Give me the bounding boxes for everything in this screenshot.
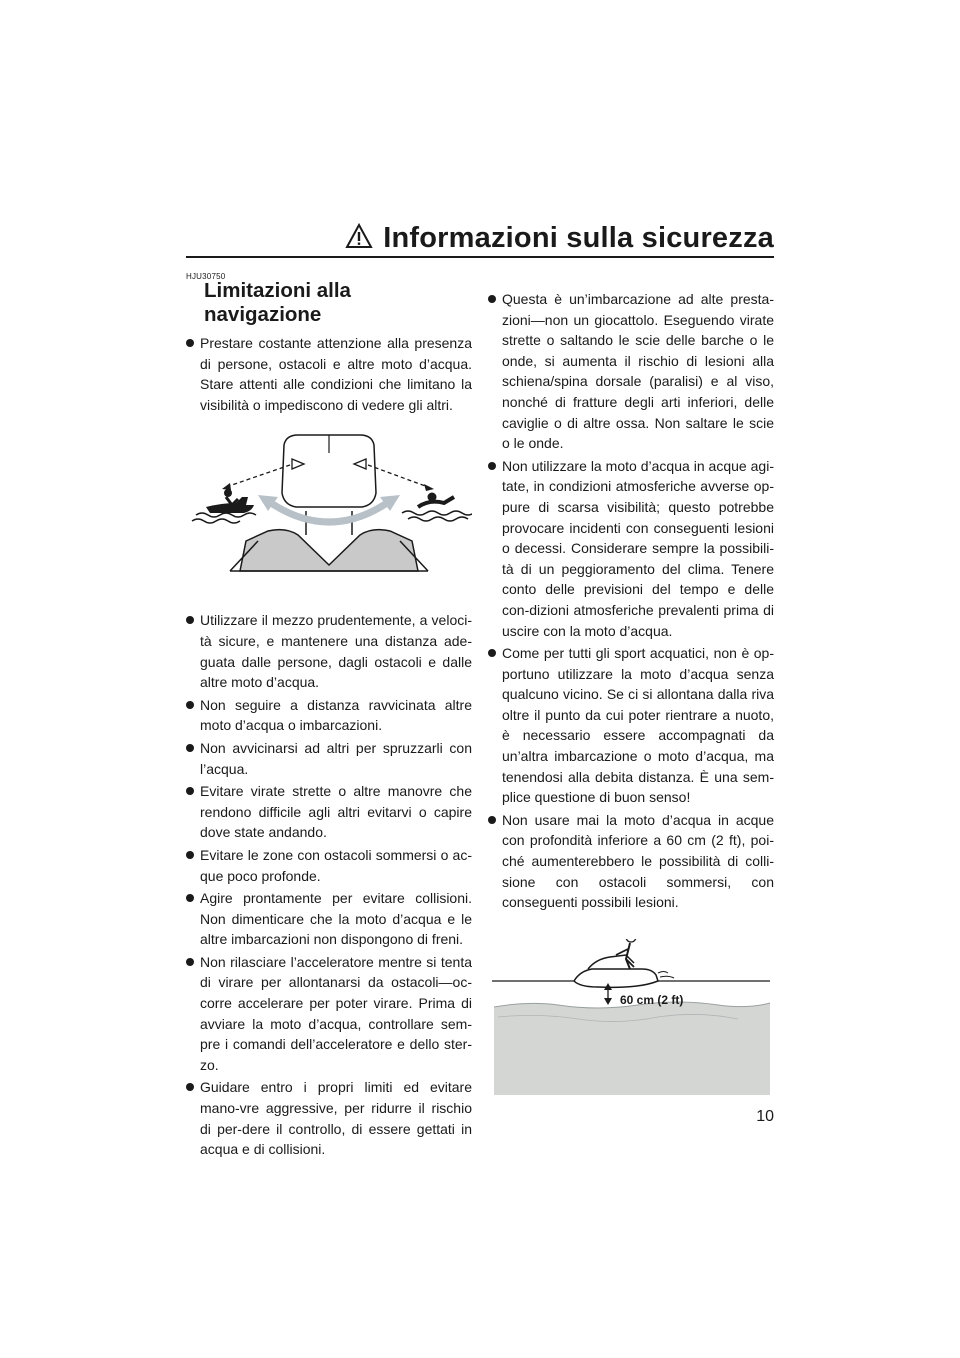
list-item: Evitare le zone con ostacoli sommersi o ac-que poco profonde. [186,845,472,886]
depth-label: 60 cm (2 ft) [620,992,684,1007]
list-item: Non usare mai la moto d’acqua in acque con profondità inferiore a 60 cm (2 ft), poi-ché aumenterebbero le possibilità di colli-sione con ostacoli sommersi, con conseguenti possibili lesioni. [488,810,774,913]
section-code: HJU30750 [186,272,226,281]
list-item: Prestare costante attenzione alla presenza di persone, ostacoli e altre moto d’acqua. Stare attenti alle condizioni che limitano la visibilità o impediscono di vedere gli altri. [186,333,472,415]
list-item: Non seguire a distanza ravvicinata altre moto d’acqua o imbarcazioni. [186,695,472,736]
warning-triangle-icon [345,223,373,254]
list-item: Agire prontamente per evitare collisioni. Non dimenticare che la moto d’acqua e le altre imbarcazioni non dispongono di freni. [186,888,472,950]
list-item: Utilizzare il mezzo prudentemente, a veloci-tà sicure, e mantenere una distanza ade-guata dalle persone, dagli ostacoli e dalle altre moto d’acqua. [186,610,472,692]
list-item: Non utilizzare la moto d’acqua in acque agi-tate, in condizioni atmosferiche avverse op-pure di scarsa visibilità; questo potrebbe provocare incidenti con conseguenti lesioni o decessi. Considerare sempre la possibili-tà di un peggioramento del clima. Tenere conto delle previsioni del tempo e delle con-dizioni atmosferiche prevalenti prima di uscire con la moto d’acqua. [488,456,774,641]
bullet-list-right [488,289,774,913]
left-column [186,272,472,1162]
list-item: Evitare virate strette o altre manovre che rendono difficile agli altri evitarvi o capire dove state andando. [186,781,472,843]
list-item: Non rilasciare l’acceleratore mentre si tenta di virare per allontanarsi da ostacoli—oc-corre accelerare per poter virare. Prima di avviare la moto d’acqua, controllare sem-pre i comandi dell’acceleratore e dello ster-zo. [186,952,472,1076]
bullet-list-bottom [186,610,472,1159]
page-header-title: Informazioni sulla sicurezza [383,222,774,254]
bullet-list-top [186,333,472,415]
list-item: Guidare entro i propri limiti ed evitare mano-vre aggressive, per ridurre il rischio di per-dere il controllo, di essere gettati in acqua e di collisioni. [186,1077,472,1159]
page-number: 10 [756,1108,774,1125]
depth-illustration [488,915,774,1104]
page-header [186,222,774,255]
section-title: Limitazioni alla navigazione [204,279,351,326]
list-item: Questa è un’imbarcazione ad alte presta-zioni—non un giocattolo. Eseguendo virate strette o saltando le scie delle barche o le onde, si aumenta il rischio di lesioni alla schiena/spina dorsale (paralisi) e al viso, nonché di fratture degli arti inferiori, delle caviglie o di altre ossa. Non saltare le scie o le onde. [488,289,774,454]
list-item: Come per tutti gli sport acquatici, non è op-portuno utilizzare la moto d’acqua senza qualcuno vicino. Se ci si allontana dalla riva oltre il punto da cui poter rientrare a nuoto, è necessario essere accompagnati da un’altra imbarcazione o moto d’acqua, ma tenendosi alla debita distanza. È una sem-plice questione di buon senso! [488,643,774,808]
header-rule [186,256,774,258]
list-item: Non avvicinarsi ad altri per spruzzarli con l’acqua. [186,738,472,779]
right-column [488,289,774,1104]
visibility-illustration [186,417,472,610]
